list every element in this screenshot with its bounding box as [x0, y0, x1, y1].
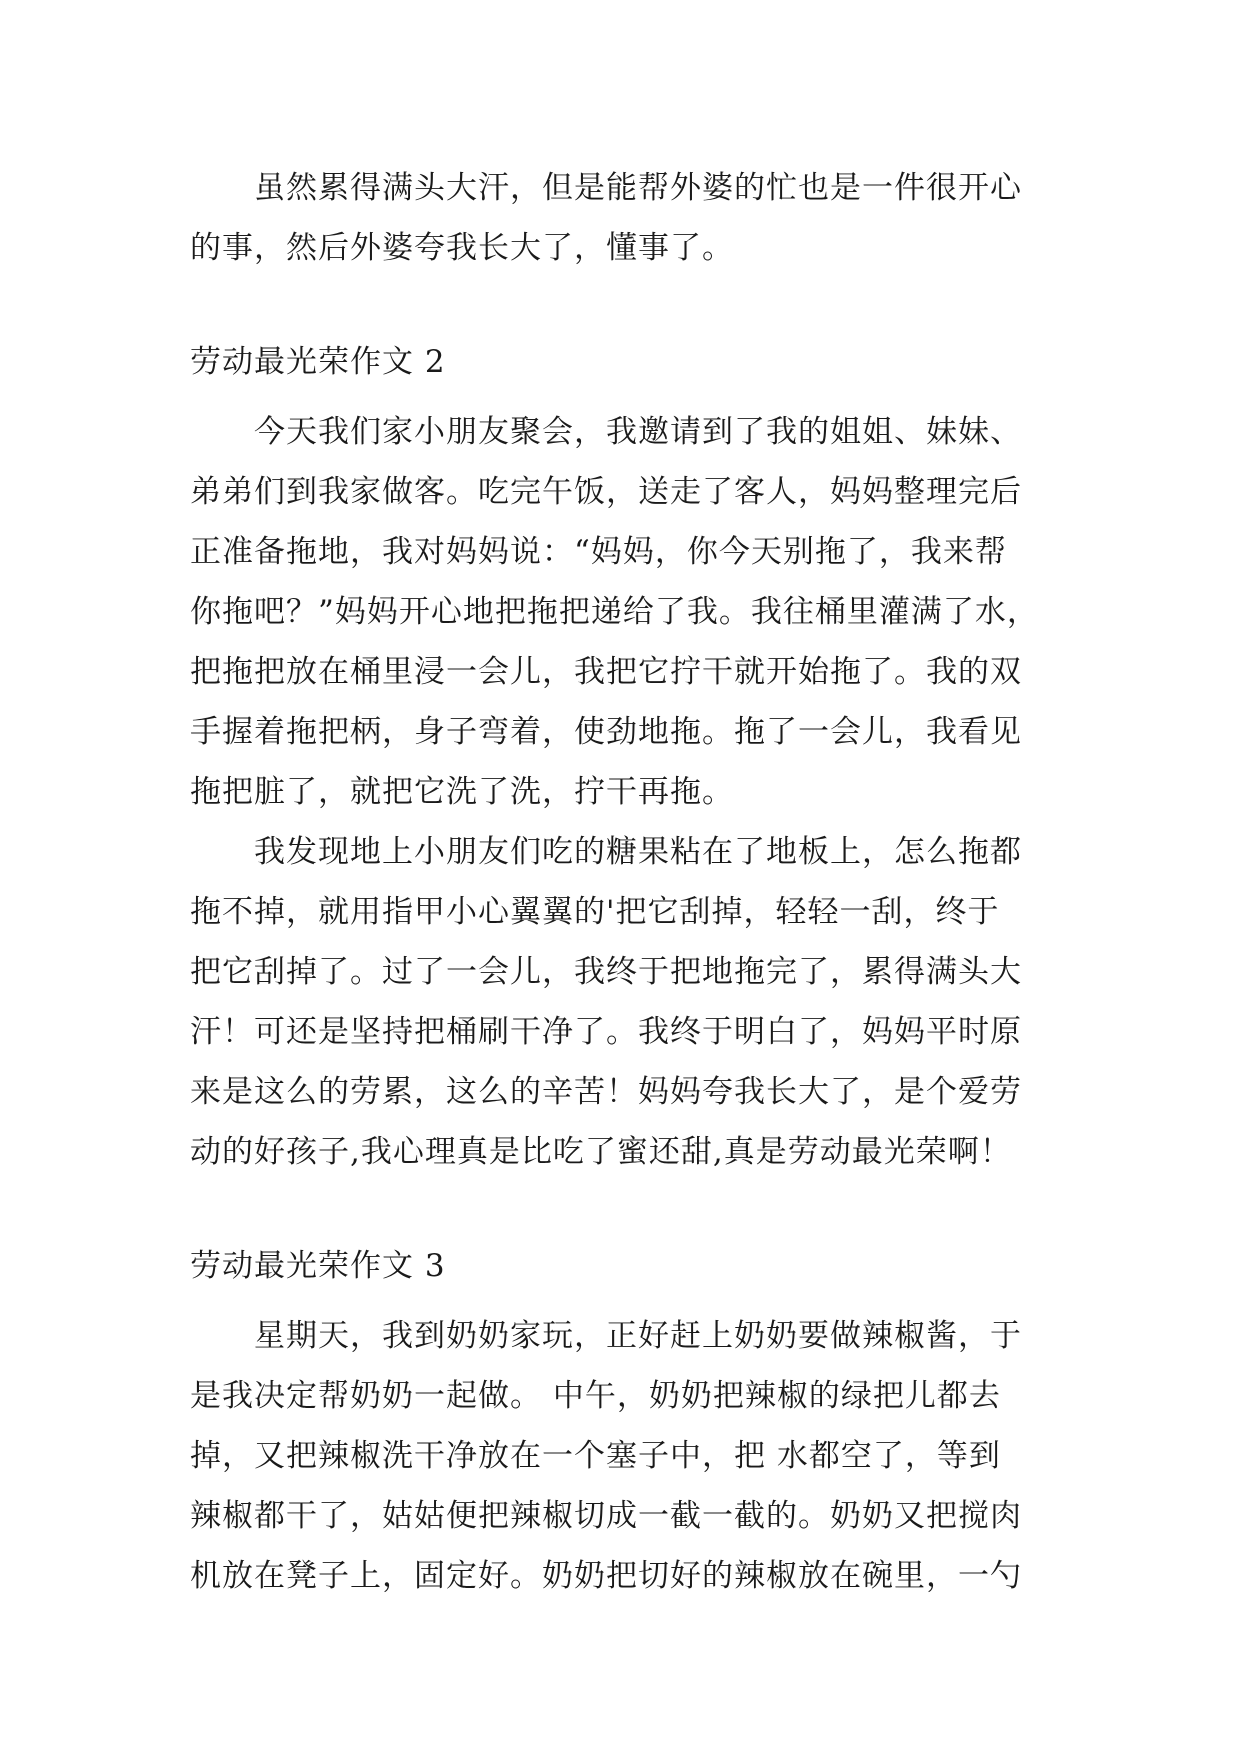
- paragraph-line: 我发现地上小朋友们吃的糖果粘在了地板上，怎么拖都: [254, 834, 1022, 870]
- paragraph-line: 虽然累得满头大汗，但是能帮外婆的忙也是一件很开心: [254, 170, 1022, 206]
- section-heading: 劳动最光荣作文 3: [190, 1248, 446, 1284]
- paragraph-line: 拖把脏了，就把它洗了洗，拧干再拖。: [190, 774, 734, 810]
- paragraph-line: 机放在凳子上，固定好。奶奶把切好的辣椒放在碗里，一勺: [190, 1558, 1022, 1594]
- paragraph-line: 你拖吧？”妈妈开心地把拖把递给了我。我往桶里灌满了水，: [190, 594, 1039, 630]
- section-heading: 劳动最光荣作文 2: [190, 344, 446, 380]
- paragraph-line: 来是这么的劳累，这么的辛苦！妈妈夸我长大了，是个爱劳: [190, 1074, 1022, 1110]
- paragraph-line: 拖不掉，就用指甲小心翼翼的'把它刮掉，轻轻一刮，终于: [190, 894, 1000, 930]
- paragraph-line: 正准备拖地，我对妈妈说：“妈妈，你今天别拖了，我来帮: [190, 534, 1007, 570]
- paragraph-line: 今天我们家小朋友聚会，我邀请到了我的姐姐、妹妹、: [254, 414, 1022, 450]
- paragraph-line: 是我决定帮奶奶一起做。 中午，奶奶把辣椒的绿把儿都去: [190, 1378, 1001, 1414]
- paragraph-line: 动的好孩子,我心理真是比吃了蜜还甜,真是劳动最光荣啊！: [190, 1134, 1012, 1170]
- paragraph-line: 星期天，我到奶奶家玩，正好赶上奶奶要做辣椒酱，于: [254, 1318, 1022, 1354]
- paragraph-line: 把拖把放在桶里浸一会儿，我把它拧干就开始拖了。我的双: [190, 654, 1022, 690]
- paragraph-line: 把它刮掉了。过了一会儿，我终于把地拖完了，累得满头大: [190, 954, 1022, 990]
- paragraph-line: 手握着拖把柄，身子弯着，使劲地拖。拖了一会儿，我看见: [190, 714, 1022, 750]
- paragraph-line: 的事，然后外婆夸我长大了，懂事了。: [190, 230, 734, 266]
- paragraph-line: 辣椒都干了，姑姑便把辣椒切成一截一截的。奶奶又把搅肉: [190, 1498, 1022, 1534]
- paragraph-line: 弟弟们到我家做客。吃完午饭，送走了客人，妈妈整理完后: [190, 474, 1022, 510]
- paragraph-line: 掉，又把辣椒洗干净放在一个塞子中，把 水都空了，等到: [190, 1438, 1001, 1474]
- paragraph-line: 汗！可还是坚持把桶刷干净了。我终于明白了，妈妈平时原: [190, 1014, 1022, 1050]
